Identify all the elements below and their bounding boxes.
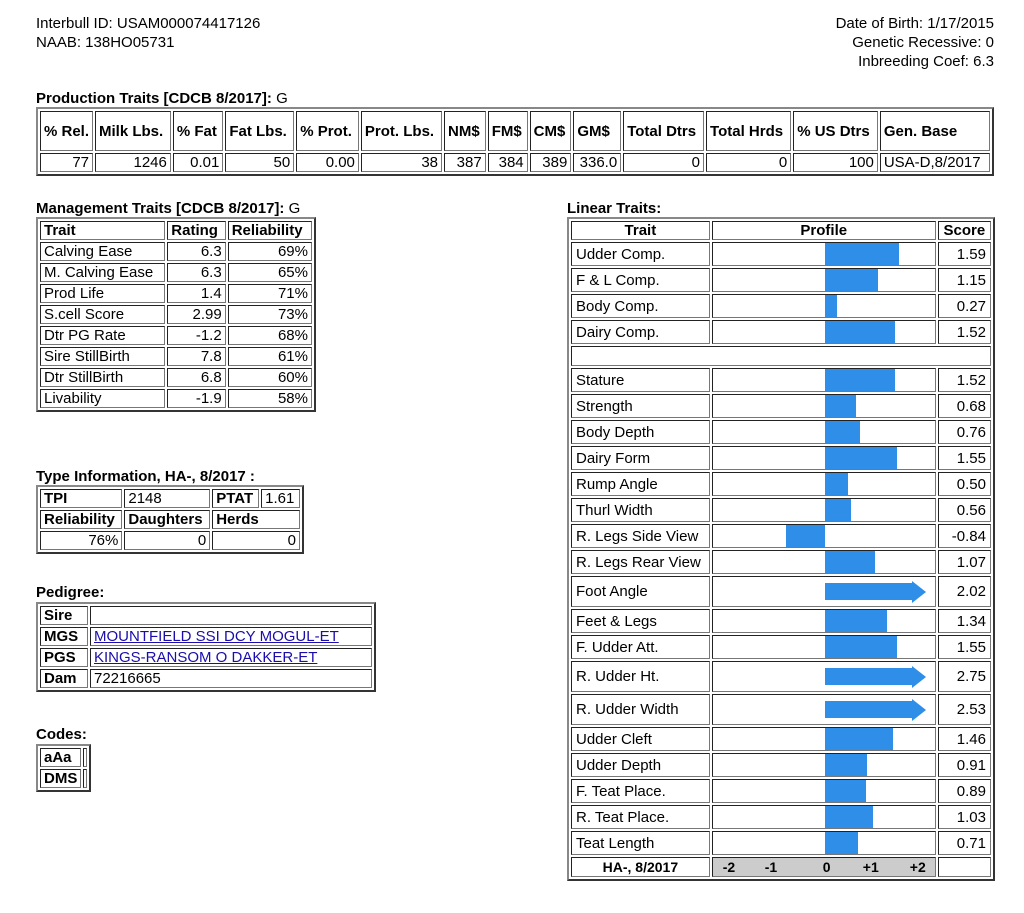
mgs-label: MGS	[40, 627, 88, 646]
linear-trait: Udder Cleft	[571, 727, 710, 751]
linear-profile	[712, 368, 936, 392]
linear-score: 1.07	[938, 550, 991, 574]
management-cell: Livability	[40, 389, 165, 408]
sire-label: Sire	[40, 606, 88, 625]
table-row	[571, 727, 991, 751]
production-table	[36, 107, 994, 176]
sire-value	[90, 606, 372, 625]
linear-profile	[712, 550, 936, 574]
linear-title: Linear Traits:	[567, 200, 662, 217]
linear-score: 2.53	[938, 694, 991, 725]
profile-bar	[786, 525, 825, 547]
production-header: GM$	[573, 111, 621, 151]
production-header: % Prot.	[296, 111, 359, 151]
table-row	[571, 420, 991, 444]
production-header: Total Dtrs	[623, 111, 704, 151]
production-value: 0.00	[296, 153, 359, 172]
herds-value: 0	[212, 531, 300, 550]
management-cell: Prod Life	[40, 284, 165, 303]
type-info-title: Type Information, HA-, 8/2017 :	[36, 468, 255, 485]
linear-trait: Body Comp.	[571, 294, 710, 318]
pedigree-title: Pedigree:	[36, 584, 105, 601]
table-row	[571, 472, 991, 496]
management-cell: Calving Ease	[40, 242, 165, 261]
linear-trait: R. Udder Width	[571, 694, 710, 725]
production-header: FM$	[488, 111, 528, 151]
production-value: USA-D,8/2017	[880, 153, 990, 172]
table-row	[571, 635, 991, 659]
table-row	[571, 576, 991, 607]
linear-score: 0.68	[938, 394, 991, 418]
linear-trait: F. Udder Att.	[571, 635, 710, 659]
management-cell: 60%	[228, 368, 312, 387]
management-title: Management Traits [CDCB 8/2017]: G	[36, 200, 301, 217]
production-value: 336.0	[573, 153, 621, 172]
table-row	[571, 661, 991, 692]
linear-score: 0.56	[938, 498, 991, 522]
ptat-label: PTAT	[212, 489, 259, 508]
management-cell: -1.2	[167, 326, 225, 345]
profile-bar	[825, 728, 893, 750]
herds-label: Herds	[212, 510, 300, 529]
production-value: 0	[623, 153, 704, 172]
linear-trait: Stature	[571, 368, 710, 392]
linear-profile	[712, 727, 936, 751]
daughters-value: 0	[124, 531, 210, 550]
management-cell: 71%	[228, 284, 312, 303]
management-header: Rating	[167, 221, 225, 240]
scale-tick-label: +2	[909, 859, 926, 875]
table-row	[571, 779, 991, 803]
linear-score: 2.75	[938, 661, 991, 692]
tpi-value: 2148	[124, 489, 210, 508]
table-row	[571, 394, 991, 418]
linear-trait: F. Teat Place.	[571, 779, 710, 803]
profile-arrow	[912, 666, 926, 688]
scale-tick-label: +1	[862, 859, 879, 875]
genetic-recessive: Genetic Recessive: 0	[852, 34, 994, 51]
linear-profile	[712, 831, 936, 855]
linear-score: 0.91	[938, 753, 991, 777]
production-value: 0	[706, 153, 791, 172]
linear-score: 0.89	[938, 779, 991, 803]
linear-profile	[712, 753, 936, 777]
header-left	[36, 14, 260, 52]
management-cell: M. Calving Ease	[40, 263, 165, 282]
type-info-table	[36, 485, 304, 554]
table-row	[571, 498, 991, 522]
codes-table	[36, 744, 91, 792]
profile-bar	[825, 369, 896, 391]
profile-bar	[825, 583, 912, 600]
management-cell: 6.3	[167, 263, 225, 282]
table-row	[571, 446, 991, 470]
production-value: 77	[40, 153, 93, 172]
profile-bar	[825, 421, 860, 443]
management-cell: 69%	[228, 242, 312, 261]
production-header: NM$	[444, 111, 486, 151]
profile-bar	[825, 473, 848, 495]
table-row	[571, 242, 991, 266]
linear-score: 1.34	[938, 609, 991, 633]
linear-profile	[712, 498, 936, 522]
production-header: Gen. Base	[880, 111, 990, 151]
linear-trait: Thurl Width	[571, 498, 710, 522]
linear-profile	[712, 268, 936, 292]
management-table	[36, 217, 316, 412]
linear-scale	[712, 857, 936, 877]
linear-trait: Udder Comp.	[571, 242, 710, 266]
table-row	[571, 609, 991, 633]
production-value: 389	[530, 153, 572, 172]
production-value: 50	[225, 153, 294, 172]
table-row	[40, 284, 312, 303]
linear-score: 0.27	[938, 294, 991, 318]
code-item: aAa	[40, 748, 81, 767]
management-header: Reliability	[228, 221, 312, 240]
profile-bar	[825, 701, 912, 718]
linear-trait: Strength	[571, 394, 710, 418]
reliability-label: Reliability	[40, 510, 122, 529]
profile-bar	[825, 832, 858, 854]
linear-score: 1.55	[938, 635, 991, 659]
scale-tick-label: 0	[822, 859, 831, 875]
linear-trait: R. Teat Place.	[571, 805, 710, 829]
date-of-birth: Date of Birth: 1/17/2015	[835, 15, 994, 32]
profile-bar	[825, 321, 896, 343]
linear-trait: Dairy Comp.	[571, 320, 710, 344]
profile-bar	[825, 780, 866, 802]
profile-bar	[825, 269, 878, 291]
linear-score: 1.52	[938, 320, 991, 344]
linear-score: 1.15	[938, 268, 991, 292]
linear-trait: Foot Angle	[571, 576, 710, 607]
profile-bar	[825, 551, 875, 573]
linear-header: Profile	[712, 221, 936, 240]
pgs-link[interactable]: KINGS-RANSOM O DAKKER-ET	[94, 649, 318, 666]
production-header: % Fat	[173, 111, 223, 151]
linear-profile	[712, 576, 936, 607]
table-row	[40, 242, 312, 261]
linear-profile	[712, 779, 936, 803]
pgs-label: PGS	[40, 648, 88, 667]
table-row	[571, 753, 991, 777]
table-row	[571, 831, 991, 855]
naab-code: NAAB: 138HO05731	[36, 34, 175, 51]
linear-score: 0.71	[938, 831, 991, 855]
production-header: % US Dtrs	[793, 111, 878, 151]
profile-arrow	[912, 581, 926, 603]
production-header: Total Hrds	[706, 111, 791, 151]
table-row	[571, 524, 991, 548]
ptat-value: 1.61	[261, 489, 300, 508]
profile-bar	[825, 395, 857, 417]
linear-footer-label: HA-, 8/2017	[571, 857, 710, 877]
linear-trait: F & L Comp.	[571, 268, 710, 292]
daughters-label: Daughters	[124, 510, 210, 529]
linear-score: 0.50	[938, 472, 991, 496]
linear-profile	[712, 609, 936, 633]
linear-profile	[712, 294, 936, 318]
linear-spacer-row	[571, 346, 991, 366]
management-cell: 61%	[228, 347, 312, 366]
linear-profile	[712, 805, 936, 829]
management-header: Trait	[40, 221, 165, 240]
reliability-value: 76%	[40, 531, 122, 550]
linear-trait: R. Udder Ht.	[571, 661, 710, 692]
management-cell: 58%	[228, 389, 312, 408]
pedigree-table	[36, 602, 376, 692]
linear-profile	[712, 242, 936, 266]
mgs-link[interactable]: MOUNTFIELD SSI DCY MOGUL-ET	[94, 628, 339, 645]
linear-profile	[712, 446, 936, 470]
linear-trait: Body Depth	[571, 420, 710, 444]
profile-bar	[825, 806, 873, 828]
management-cell: Sire StillBirth	[40, 347, 165, 366]
management-cell: 2.99	[167, 305, 225, 324]
scale-tick-label: -2	[722, 859, 736, 875]
linear-trait: R. Legs Side View	[571, 524, 710, 548]
production-header: Prot. Lbs.	[361, 111, 442, 151]
linear-profile	[712, 524, 936, 548]
table-row	[40, 326, 312, 345]
management-cell: 68%	[228, 326, 312, 345]
management-cell: 73%	[228, 305, 312, 324]
profile-bar	[825, 499, 851, 521]
production-header: CM$	[530, 111, 572, 151]
linear-trait: Udder Depth	[571, 753, 710, 777]
management-cell: 1.4	[167, 284, 225, 303]
management-cell: Dtr StillBirth	[40, 368, 165, 387]
management-cell: 65%	[228, 263, 312, 282]
linear-score: 1.55	[938, 446, 991, 470]
management-cell: S.cell Score	[40, 305, 165, 324]
linear-score: 1.03	[938, 805, 991, 829]
codes-title: Codes:	[36, 726, 87, 743]
table-row	[571, 550, 991, 574]
scale-tick-label: -1	[764, 859, 778, 875]
linear-score: 0.76	[938, 420, 991, 444]
profile-bar	[825, 295, 838, 317]
linear-score: 1.59	[938, 242, 991, 266]
dam-value: 72216665	[90, 669, 372, 688]
profile-bar	[825, 610, 887, 632]
linear-profile	[712, 635, 936, 659]
production-header: Milk Lbs.	[95, 111, 171, 151]
table-row	[40, 263, 312, 282]
linear-trait: Dairy Form	[571, 446, 710, 470]
linear-score: -0.84	[938, 524, 991, 548]
management-cell: 7.8	[167, 347, 225, 366]
linear-trait: Rump Angle	[571, 472, 710, 496]
production-value: 387	[444, 153, 486, 172]
table-row	[40, 305, 312, 324]
table-row	[40, 347, 312, 366]
table-row	[571, 694, 991, 725]
management-cell: 6.8	[167, 368, 225, 387]
linear-header: Trait	[571, 221, 710, 240]
tpi-label: TPI	[40, 489, 122, 508]
table-row	[571, 320, 991, 344]
production-value: 0.01	[173, 153, 223, 172]
dam-label: Dam	[40, 669, 88, 688]
production-title: Production Traits [CDCB 8/2017]: G	[36, 90, 288, 107]
table-row	[40, 368, 312, 387]
management-cell: -1.9	[167, 389, 225, 408]
profile-bar	[825, 668, 912, 685]
production-header: Fat Lbs.	[225, 111, 294, 151]
profile-arrow	[912, 699, 926, 721]
production-value: 384	[488, 153, 528, 172]
linear-score: 2.02	[938, 576, 991, 607]
inbreeding-coef: Inbreeding Coef: 6.3	[858, 53, 994, 70]
linear-trait: R. Legs Rear View	[571, 550, 710, 574]
linear-profile	[712, 694, 936, 725]
linear-header: Score	[938, 221, 991, 240]
linear-profile	[712, 320, 936, 344]
linear-score: 1.52	[938, 368, 991, 392]
production-value: 100	[793, 153, 878, 172]
header-right	[836, 14, 994, 71]
table-row	[571, 805, 991, 829]
linear-profile	[712, 661, 936, 692]
linear-footer-row	[571, 857, 991, 877]
management-cell: 6.3	[167, 242, 225, 261]
code-item: DMS	[40, 769, 81, 788]
production-value: 38	[361, 153, 442, 172]
linear-trait: Teat Length	[571, 831, 710, 855]
profile-bar	[825, 447, 897, 469]
linear-profile	[712, 472, 936, 496]
table-row	[40, 389, 312, 408]
interbull-id: Interbull ID: USAM000074417126	[36, 15, 261, 32]
production-header: % Rel.	[40, 111, 93, 151]
linear-traits-table	[567, 217, 995, 881]
linear-trait: Feet & Legs	[571, 609, 710, 633]
linear-profile	[712, 420, 936, 444]
table-row	[571, 368, 991, 392]
profile-bar	[825, 243, 899, 265]
profile-bar	[825, 754, 867, 776]
profile-bar	[825, 636, 897, 658]
linear-profile	[712, 394, 936, 418]
production-value: 1246	[95, 153, 171, 172]
table-row	[571, 268, 991, 292]
table-row	[571, 294, 991, 318]
linear-score: 1.46	[938, 727, 991, 751]
management-cell: Dtr PG Rate	[40, 326, 165, 345]
